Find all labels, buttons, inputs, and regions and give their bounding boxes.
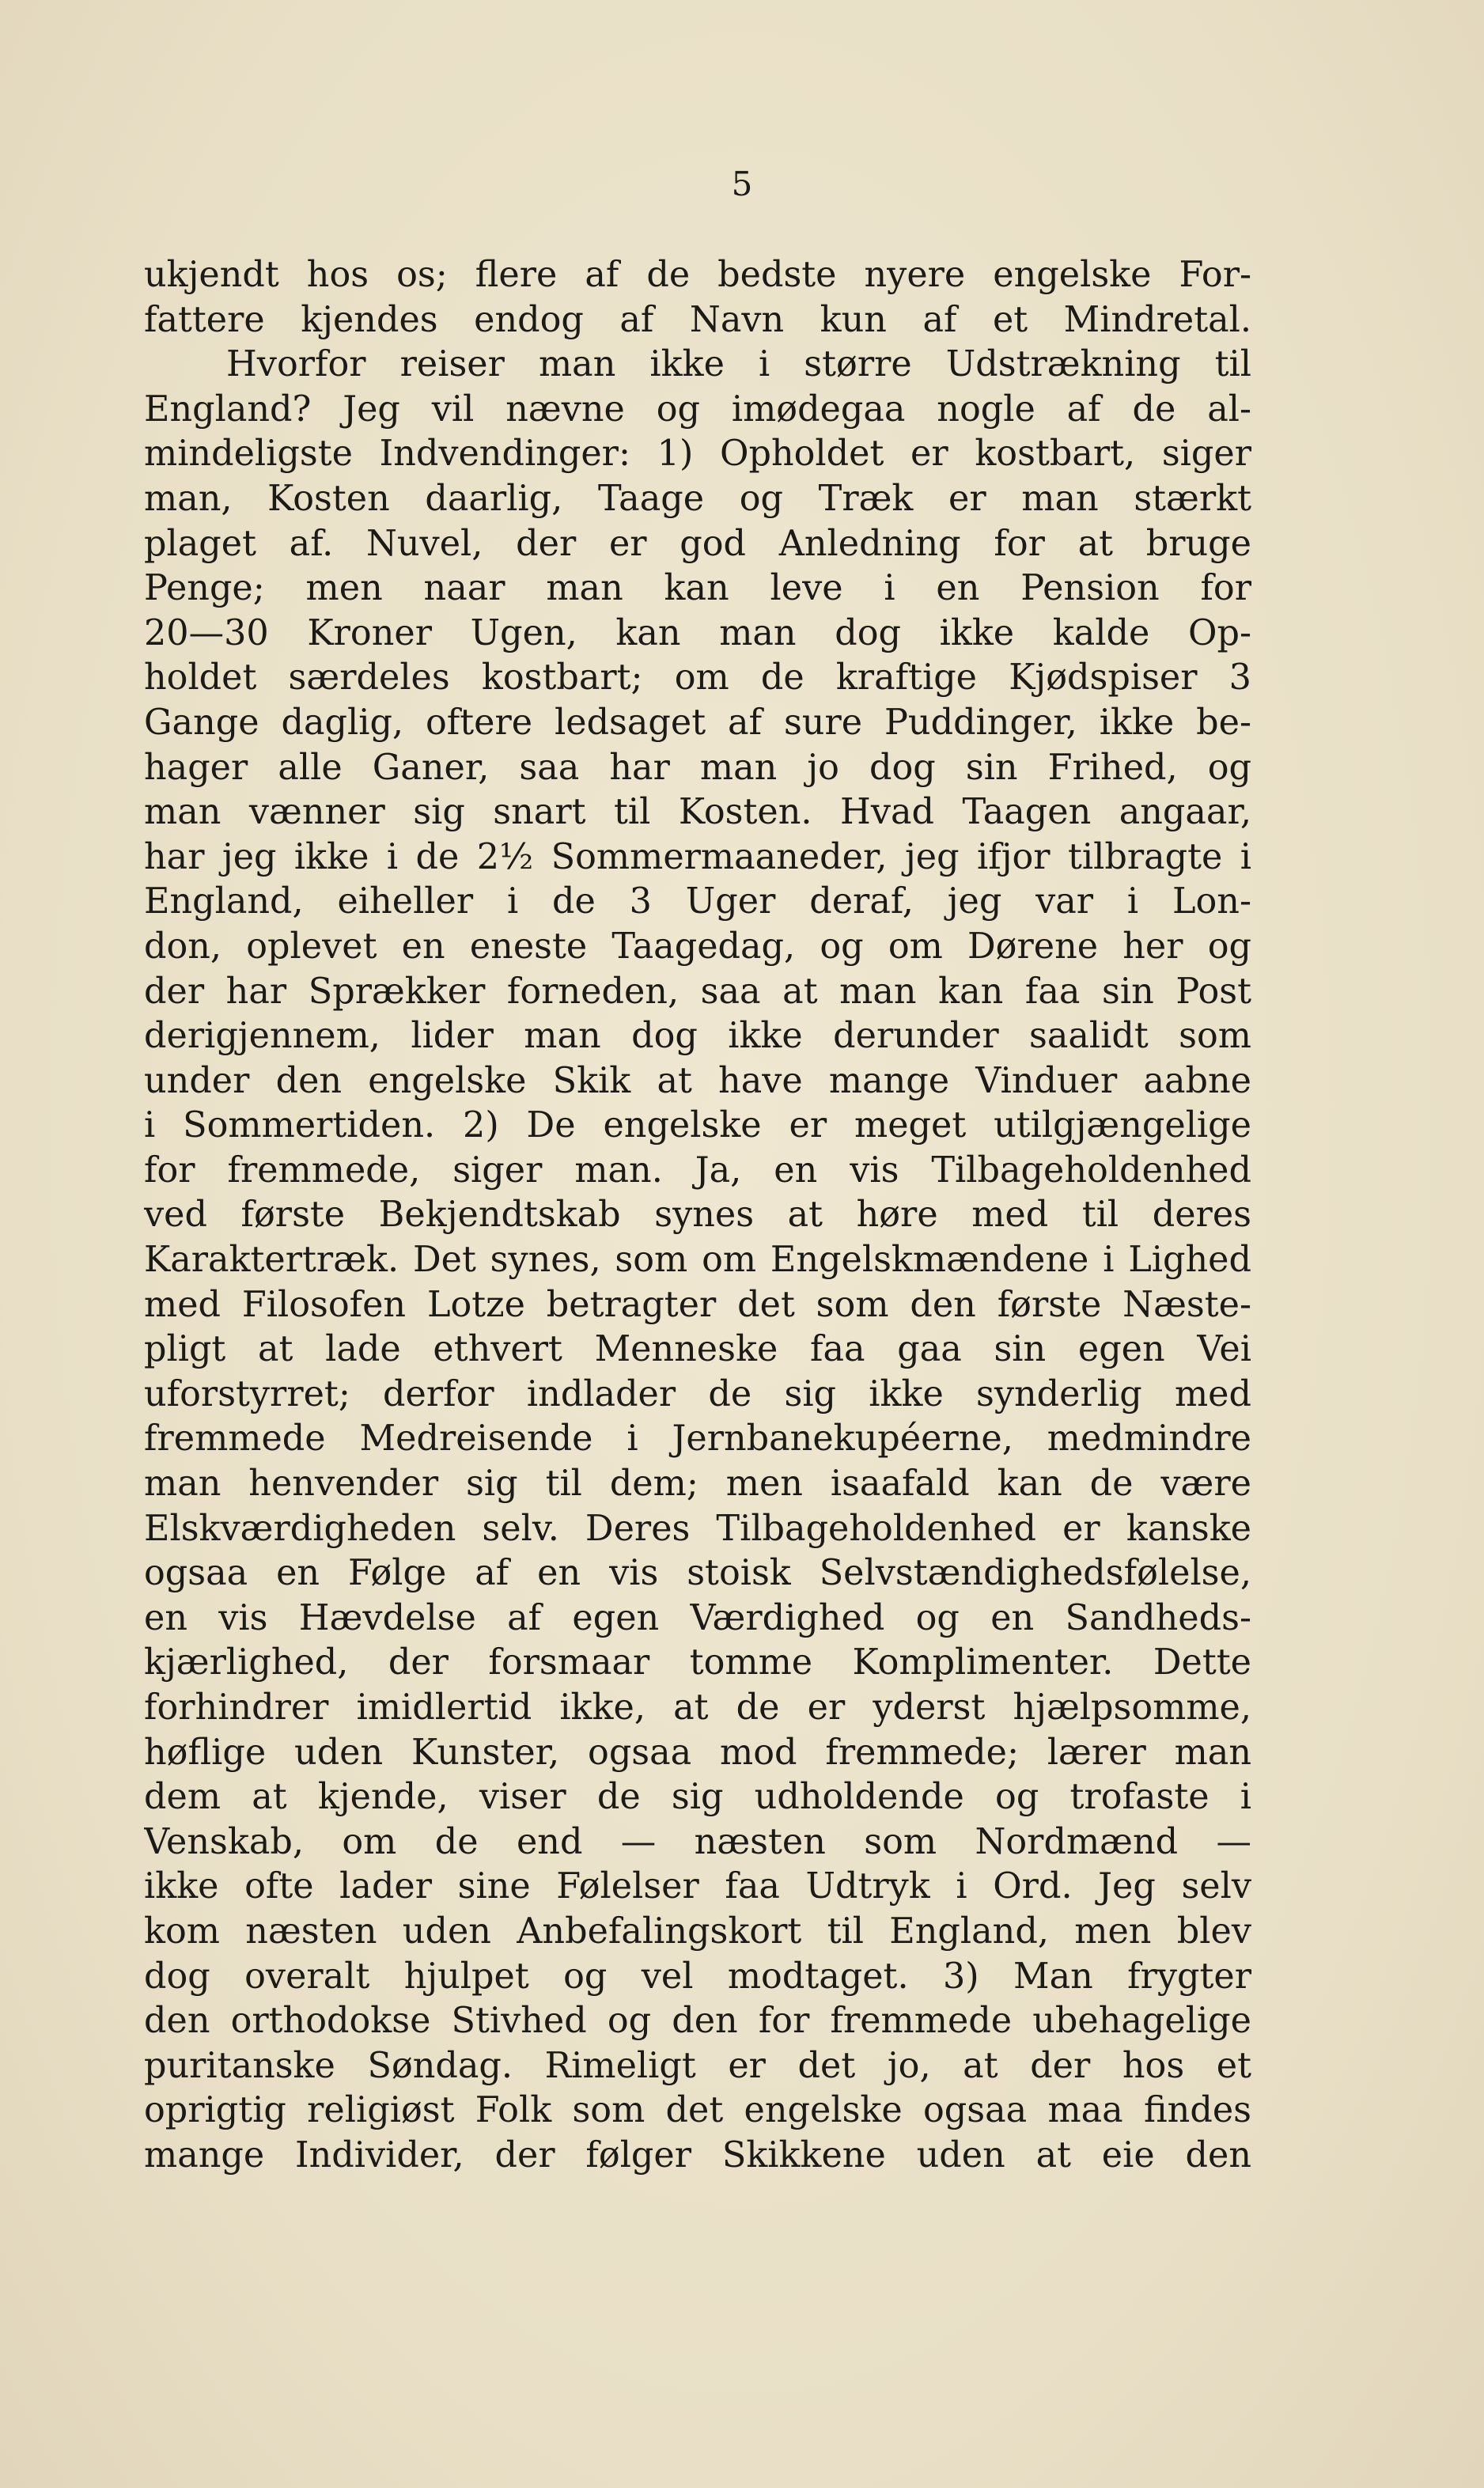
text-line: ogsaa en Følge af en vis stoisk Selvstændighedsfølelse, [144,1553,1251,1594]
text-line: Hvorfor reiser man ikke i større Udstrækning til [226,344,1251,385]
text-line: ukjendt hos os; flere af de bedste nyere engelske For- [144,255,1251,295]
text-line: plaget af. Nuvel, der er god Anledning for at bruge [144,523,1251,564]
text-line: den orthodokse Stivhed og den for fremmede ubehagelige [144,2001,1251,2042]
text-line: puritanske Søndag. Rimeligt er det jo, at der hos et [144,2045,1251,2086]
text-line: uforstyrret; derfor indlader de sig ikke synderlig med [144,1373,1251,1414]
text-line: i Sommertiden. 2) De engelske er meget utilgjængelige [144,1105,1251,1146]
body-text [144,253,1251,2179]
text-line: har jeg ikke i de 2½ Sommermaaneder, jeg ifjor tilbragte i [144,836,1251,877]
text-line: hager alle Ganer, saa har man jo dog sin Frihed, og [144,747,1251,788]
text-line: England? Jeg vil nævne og imødegaa nogle af de al- [144,388,1251,430]
text-line: en vis Hævdelse af egen Værdighed og en Sandheds- [144,1597,1251,1638]
text-line: dem at kjende, viser de sig udholdende og trofaste i [144,1777,1251,1818]
text-line: man vænner sig snart til Kosten. Hvad Taagen angaar, [144,792,1251,833]
text-line: oprigtig religiøst Folk som det engelske ogsaa maa findes [144,2090,1251,2131]
text-line: holdet særdeles kostbart; om de kraftige Kjødspiser 3 [144,657,1251,699]
text-line: ikke ofte lader sine Følelser faa Udtryk i Ord. Jeg selv [144,1866,1251,1907]
text-line: mange Individer, der følger Skikkene uden at eie den [144,2134,1251,2176]
text-line: ved første Bekjendtskab synes at høre med til deres [144,1195,1251,1236]
text-line: for fremmede, siger man. Ja, en vis Tilbageholdenhed [144,1149,1251,1191]
text-line: man henvender sig til dem; men isaafald kan de være [144,1464,1251,1505]
text-line: man, Kosten daarlig, Taage og Træk er man stærkt [144,478,1251,519]
text-line: Penge; men naar man kan leve i en Pension for [144,568,1251,609]
text-line: 20—30 Kroner Ugen, kan man dog ikke kalde Op- [144,612,1251,653]
text-line: under den engelske Skik at have mange Vinduer aabne [144,1060,1251,1101]
text-line: forhindrer imidlertid ikke, at de er yderst hjælpsomme, [144,1687,1251,1728]
text-line: der har Sprækker forneden, saa at man kan faa sin Post [144,971,1251,1012]
text-line: fremmede Medreisende i Jernbanekupéerne, medmindre [144,1418,1251,1460]
text-line: med Filosofen Lotze betragter det som den første Næste- [144,1284,1251,1325]
text-line: dog overalt hjulpet og vel modtaget. 3) Man frygter [144,1956,1251,1997]
text-line: Elskværdigheden selv. Deres Tilbageholdenhed er kanske [144,1508,1251,1549]
text-line: derigjennem, lider man dog ikke derunder saalidt som [144,1016,1251,1057]
text-line: England, eiheller i de 3 Uger deraf, jeg var i Lon- [144,881,1251,922]
text-line: Venskab, om de end — næsten som Nordmænd — [144,1821,1251,1862]
text-line: Gange daglig, oftere ledsaget af sure Puddinger, ikke be- [144,702,1251,743]
text-line: kjærlighed, der forsmaar tomme Komplimenter. Dette [144,1642,1251,1683]
text-line: mindeligste Indvendinger: 1) Opholdet er kostbart, siger [144,434,1251,475]
text-line: pligt at lade ethvert Menneske faa gaa sin egen Vei [144,1329,1251,1370]
text-line: don, oplevet en eneste Taagedag, og om Dørene her og [144,926,1251,967]
text-line: høflige uden Kunster, ogsaa mod fremmede; lærer man [144,1732,1251,1773]
text-line: kom næsten uden Anbefalingskort til England, men blev [144,1910,1251,1952]
text-line: Karaktertræk. Det synes, som om Engelskmændene i Lighed [144,1240,1251,1281]
text-line: fattere kjendes endog af Navn kun af et Mindretal. [144,299,1251,340]
page-number: 5 [731,165,753,203]
